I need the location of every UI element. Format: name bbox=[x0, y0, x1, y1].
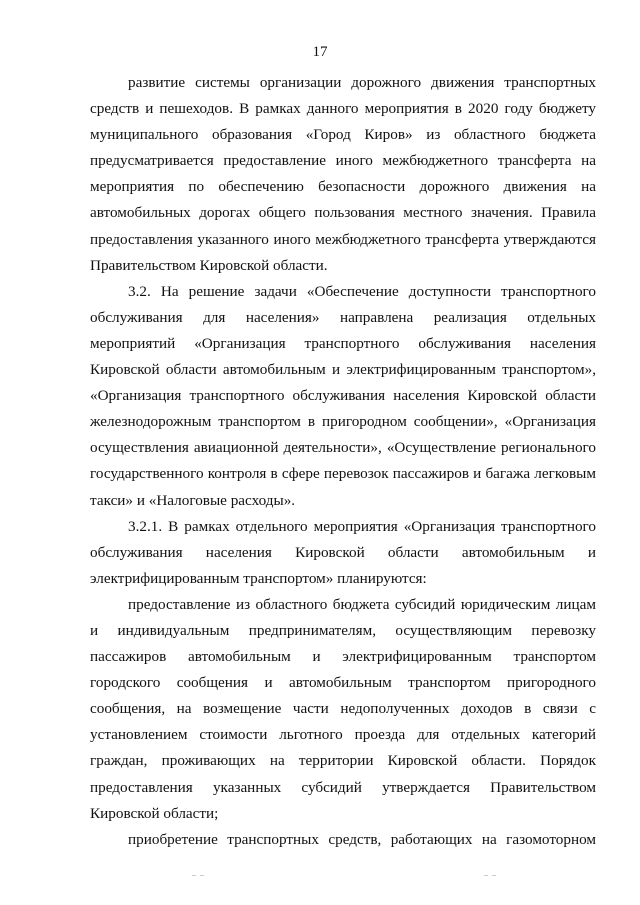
body-text bbox=[90, 70, 596, 853]
text-line: обслуживания населения Кировской области автомобильным и bbox=[90, 543, 596, 561]
text-line: обслуживания для населения» направлена реализация отдельных bbox=[90, 308, 596, 326]
paragraph-2 bbox=[90, 279, 596, 514]
footer-mark-left: ‒ ‒ bbox=[192, 870, 205, 879]
text-line: сообщения, на возмещение части недополученных доходов в связи с bbox=[90, 700, 596, 718]
text-line: электрифицированным транспортом» планируются: bbox=[90, 569, 427, 587]
text-line: мероприятия по обеспечению безопасности дорожного движения на bbox=[90, 178, 596, 196]
text-line: Правительством Кировской области. bbox=[90, 256, 328, 274]
text-line: Кировской области автомобильным и электрифицированным транспортом», bbox=[90, 361, 596, 379]
text-line: осуществления авиационной деятельности», «Осуществление регионального bbox=[90, 439, 596, 457]
text-line: муниципального образования «Город Киров» из областного бюджета bbox=[90, 126, 596, 144]
text-line: и индивидуальным предпринимателям, осуществляющим перевозку bbox=[90, 621, 596, 639]
paragraph-1 bbox=[90, 70, 596, 279]
page-number: 17 bbox=[312, 44, 328, 60]
text-line: приобретение транспортных средств, работающих на газомоторном bbox=[128, 830, 596, 848]
text-line: городского сообщения и автомобильным транспортом пригородного bbox=[90, 674, 596, 692]
paragraph-3 bbox=[90, 514, 596, 592]
text-line: предусматривается предоставление иного межбюджетного трансферта на bbox=[90, 152, 596, 170]
text-line: мероприятий «Организация транспортного обслуживания населения bbox=[90, 334, 596, 352]
text-line: пассажиров автомобильным и электрифицированным транспортом bbox=[90, 648, 596, 666]
text-line: предоставления указанных субсидий утверждается Правительством bbox=[90, 778, 596, 796]
text-line: предоставления указанного иного межбюджетного трансферта утверждаются bbox=[90, 230, 596, 248]
paragraph-4 bbox=[90, 592, 596, 827]
text-line: Кировской области; bbox=[90, 804, 219, 822]
text-line: 3.2.1. В рамках отдельного мероприятия «Организация транспортного bbox=[128, 517, 596, 535]
text-line: средств и пешеходов. В рамках данного мероприятия в 2020 году бюджету bbox=[90, 100, 596, 118]
text-line: предоставление из областного бюджета субсидий юридическим лицам bbox=[128, 595, 596, 613]
paragraph-5 bbox=[90, 827, 596, 853]
text-line: 3.2. На решение задачи «Обеспечение доступности транспортного bbox=[128, 282, 596, 300]
text-line: граждан, проживающих на территории Кировской области. Порядок bbox=[90, 752, 596, 770]
text-line: «Организация транспортного обслуживания населения Кировской области bbox=[90, 387, 596, 405]
footer-mark-right: ‒ ‒ bbox=[484, 870, 497, 879]
text-line: автомобильных дорогах общего пользования местного значения. Правила bbox=[90, 204, 596, 222]
text-line: развитие системы организации дорожного движения транспортных bbox=[128, 74, 596, 91]
text-line: железнодорожным транспортом в пригородном сообщении», «Организация bbox=[90, 413, 596, 431]
text-line: установлением стоимости льготного проезда для отдельных категорий bbox=[90, 726, 596, 744]
text-line: государственного контроля в сфере перевозок пассажиров и багажа легковым bbox=[90, 465, 596, 483]
text-line: такси» и «Налоговые расходы». bbox=[90, 491, 296, 509]
